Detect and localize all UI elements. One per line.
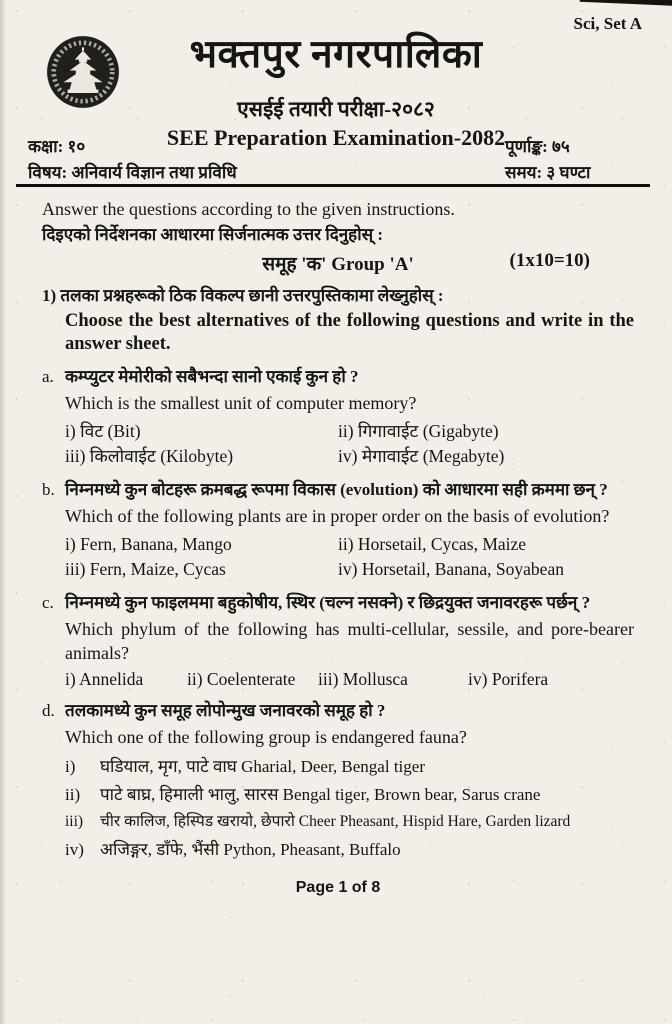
group-marks: (1x10=10) — [509, 250, 590, 271]
full-marks-label: पूर्णाङ्क: ७५ — [505, 137, 570, 156]
question-text-nepali: निम्नमध्ये कुन फाइलममा बहुकोषीय, स्थिर (चल्न नसक्ने) र छिद्रयुक्त जनावरहरू पर्छन् ? — [65, 593, 591, 612]
instruction-english: Answer the questions according to the given instructions. — [42, 199, 455, 219]
question-text-english: Which phylum of the following has multi-cellular, sessile, and pore-bearer animals? — [65, 619, 634, 663]
exam-subtitle-english: SEE Preparation Examination-2082 — [166, 125, 506, 150]
option: iii) Mollusca — [318, 669, 408, 689]
option — [65, 836, 634, 864]
option — [65, 781, 634, 809]
option-numeral: i) — [65, 757, 76, 776]
question-letter: a. — [42, 367, 54, 386]
question-text-english: Which of the following plants are in proper order on the basis of evolution? — [65, 506, 610, 526]
option-text: पाटे बाघ्र, हिमाली भालु, सारस Bengal tiger, Brown bear, Sarus crane — [100, 784, 541, 804]
options-grid — [65, 532, 634, 582]
sub-question-a — [42, 365, 634, 469]
group-heading: समूह 'क' Group 'A' — [262, 254, 414, 275]
question-line-nepali — [42, 591, 634, 614]
option: ii) Coelenterate — [187, 669, 296, 689]
question-text-english: Which is the smallest unit of computer memory? — [65, 393, 417, 413]
option: i) Annelida — [65, 669, 144, 689]
exam-subtitle-nepali: एसईई तयारी परीक्षा-२०८२ — [237, 97, 435, 121]
exam-title-nepali: भक्तपुर नगरपालिका — [189, 33, 483, 76]
class-label: कक्षा: १० — [28, 137, 86, 156]
question-letter: b. — [42, 480, 55, 499]
instruction-nepali: दिइएको निर्देशनका आधारमा सिर्जनात्मक उत्तर दिनुहोस् : — [42, 225, 384, 244]
options-row — [65, 669, 634, 690]
option: iv) Porifera — [468, 669, 549, 689]
options-grid — [65, 419, 634, 469]
option: iii) किलोवाईट (Kilobyte) — [65, 446, 234, 466]
option-text: घडियाल, मृग, पाटे वाघ Gharial, Deer, Bengal tiger — [100, 757, 425, 776]
option-text: अजिङ्गर, डाँफे, भैंसी Python, Pheasant, Buffalo — [100, 839, 401, 859]
sub-question-b — [42, 478, 634, 582]
option — [65, 808, 634, 836]
sub-question-c — [42, 591, 634, 690]
question-text-nepali: तलकामध्ये कुन समूह लोपोन्मुख जनावरको समूह हो ? — [65, 701, 386, 720]
option-numeral: iv) — [65, 839, 84, 859]
question-letter: d. — [42, 701, 55, 720]
option-numeral: ii) — [65, 784, 81, 804]
subject-label: विषय: अनिवार्य विज्ञान तथा प्रविधि — [28, 163, 237, 182]
question-line-nepali — [42, 699, 634, 722]
question-1-intro-nepali: 1) तलका प्रश्नहरूको ठिक विकल्प छानी उत्तरपुस्तिकामा लेख्नुहोस् : — [42, 286, 444, 305]
meta-left-column — [28, 134, 237, 186]
time-label: समय: ३ घण्टा — [505, 163, 591, 182]
option — [65, 753, 634, 781]
group-heading-line — [42, 250, 634, 276]
option: iii) Fern, Maize, Cycas — [65, 559, 226, 579]
option: i) विट (Bit) — [65, 421, 141, 441]
option: iv) मेगावाईट (Megabyte) — [338, 446, 505, 466]
question-text-nepali: निम्नमध्ये कुन बोटहरू क्रमबद्ध रूपमा विकास (evolution) को आधारमा सही क्रममा छन् ? — [65, 480, 608, 499]
header-divider — [16, 184, 650, 187]
question-1-intro-english: Choose the best alternatives of the following questions and write in the answer sheet. — [65, 311, 634, 354]
sub-question-d — [42, 699, 634, 863]
question-text-nepali: कम्प्युटर मेमोरीको सबैभन्दा सानो एकाई कुन हो ? — [65, 367, 359, 386]
options-list — [65, 753, 634, 863]
option: iv) Horsetail, Banana, Soyabean — [338, 559, 564, 579]
option: ii) Horsetail, Cycas, Maize — [338, 534, 527, 554]
question-text-english: Which one of the following group is endangered fauna? — [65, 727, 467, 747]
question-line-nepali — [42, 478, 634, 501]
option: ii) गिगावाईट (Gigabyte) — [338, 421, 499, 441]
meta-right-column — [505, 134, 590, 186]
exam-body — [0, 199, 672, 897]
question-line-nepali — [42, 365, 634, 388]
option: i) Fern, Banana, Mango — [65, 534, 232, 554]
question-letter: c. — [42, 593, 54, 612]
option-text: चीर कालिज, हिस्पिड खरायो, छेपारो Cheer Pheasant, Hispid Hare, Garden lizard — [100, 813, 571, 830]
option-numeral: iii) — [65, 813, 84, 830]
set-label: Sci, Set A — [573, 14, 642, 33]
page-footer: Page 1 of 8 — [295, 879, 381, 896]
exam-header — [0, 0, 672, 192]
